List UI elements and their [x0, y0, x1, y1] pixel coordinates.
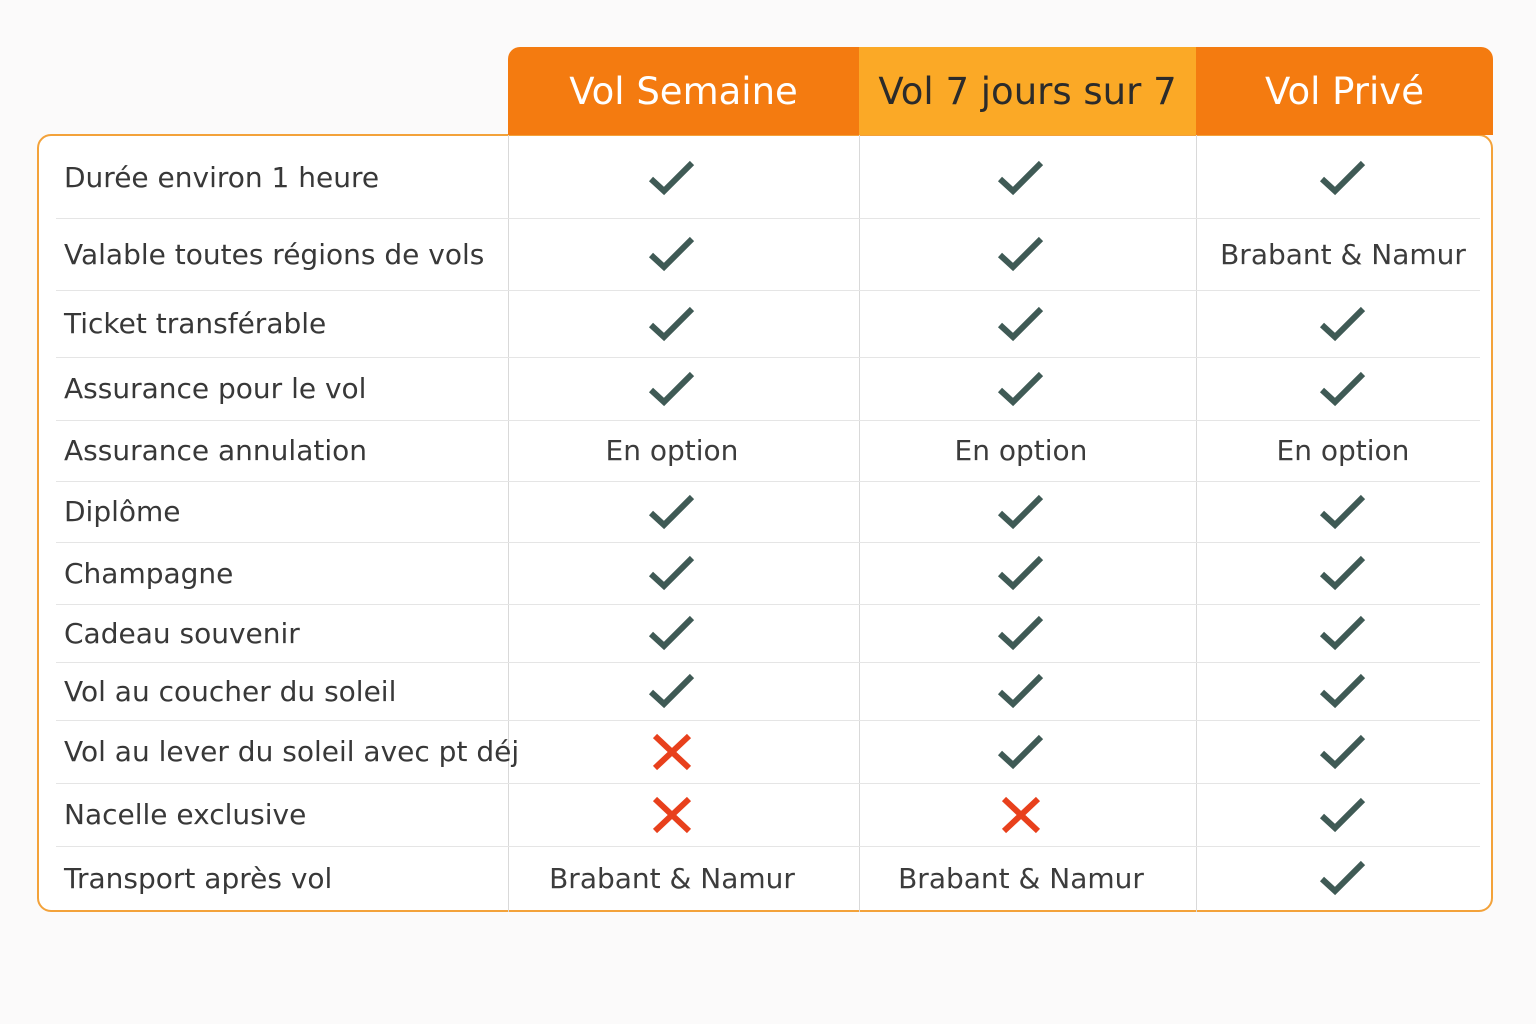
- table-row: [56, 357, 1480, 420]
- check-icon: [1318, 732, 1368, 772]
- plan-cell: [1193, 481, 1493, 542]
- check-icon: [996, 671, 1046, 711]
- check-icon: [996, 553, 1046, 593]
- plan-cell: [1193, 846, 1493, 910]
- plan-cell: [1193, 662, 1493, 720]
- plan-cell: [522, 542, 822, 604]
- plan-name: Vol Privé: [1265, 69, 1424, 113]
- feature-label: Nacelle exclusive: [64, 798, 307, 831]
- check-icon: [996, 732, 1046, 772]
- check-icon: [647, 234, 697, 274]
- plan-cell: [1193, 420, 1493, 481]
- plan-cell: [871, 662, 1171, 720]
- check-icon: [647, 158, 697, 198]
- check-icon: [647, 613, 697, 653]
- feature-label: Diplôme: [64, 495, 181, 528]
- table-row: [56, 481, 1480, 542]
- cell-value: En option: [954, 434, 1088, 467]
- table-row: [56, 662, 1480, 720]
- plan-cell: [871, 218, 1171, 290]
- table-row: [56, 420, 1480, 481]
- feature-label: Vol au lever du soleil avec pt déj: [64, 735, 520, 768]
- plan-cell: [1193, 720, 1493, 783]
- plan-cell: [1193, 357, 1493, 420]
- cell-value: Brabant & Namur: [549, 861, 795, 895]
- plan-cell: [522, 783, 822, 846]
- table-row: [56, 542, 1480, 604]
- cell-value: Brabant & Namur: [898, 861, 1144, 895]
- feature-label: Champagne: [64, 556, 234, 590]
- cross-icon: [647, 732, 697, 772]
- plan-cell: [522, 218, 822, 290]
- plan-cell: [1193, 137, 1493, 218]
- check-icon: [1318, 158, 1368, 198]
- table-row: [56, 218, 1480, 290]
- feature-label: Ticket transférable: [64, 307, 327, 340]
- plan-header-semaine: [508, 47, 859, 135]
- plan-cell: [1193, 218, 1493, 290]
- plan-cell: [871, 137, 1171, 218]
- plan-cell: [522, 846, 822, 910]
- check-icon: [996, 492, 1046, 532]
- cell-value: En option: [605, 434, 739, 467]
- check-icon: [996, 304, 1046, 344]
- check-icon: [996, 234, 1046, 274]
- plan-header-prive: [1196, 47, 1493, 135]
- plan-cell: [871, 720, 1171, 783]
- check-icon: [996, 158, 1046, 198]
- table-row: [56, 290, 1480, 357]
- check-icon: [1318, 553, 1368, 593]
- check-icon: [1318, 304, 1368, 344]
- table-row: [56, 783, 1480, 846]
- table-row: [56, 720, 1480, 783]
- check-icon: [1318, 492, 1368, 532]
- feature-label: Durée environ 1 heure: [64, 161, 380, 194]
- plan-cell: [1193, 783, 1493, 846]
- feature-label: Transport après vol: [64, 861, 333, 895]
- check-icon: [996, 613, 1046, 653]
- plan-cell: [871, 846, 1171, 910]
- plans-header: [508, 47, 1493, 135]
- table-row: [56, 846, 1480, 910]
- plan-cell: [522, 481, 822, 542]
- plan-name: Vol 7 jours sur 7: [878, 69, 1177, 113]
- plan-cell: [522, 604, 822, 662]
- plan-header-7-jours: [859, 47, 1196, 135]
- table-row: [56, 137, 1480, 218]
- check-icon: [647, 369, 697, 409]
- plan-name: Vol Semaine: [569, 69, 798, 113]
- feature-label: Valable toutes régions de vols: [64, 237, 485, 271]
- feature-label: Cadeau souvenir: [64, 616, 300, 650]
- plan-cell: [871, 542, 1171, 604]
- check-icon: [1318, 858, 1368, 898]
- plan-cell: [522, 720, 822, 783]
- table-row: [56, 604, 1480, 662]
- plan-cell: [1193, 604, 1493, 662]
- plan-cell: [522, 662, 822, 720]
- check-icon: [647, 671, 697, 711]
- plan-cell: [871, 420, 1171, 481]
- cell-value: Brabant & Namur: [1220, 237, 1466, 271]
- cross-icon: [996, 795, 1046, 835]
- check-icon: [1318, 795, 1368, 835]
- plan-cell: [522, 137, 822, 218]
- check-icon: [1318, 671, 1368, 711]
- feature-label: Assurance pour le vol: [64, 372, 367, 405]
- plan-cell: [522, 420, 822, 481]
- check-icon: [1318, 369, 1368, 409]
- plan-cell: [871, 783, 1171, 846]
- plan-cell: [871, 290, 1171, 357]
- check-icon: [647, 492, 697, 532]
- plan-cell: [871, 357, 1171, 420]
- check-icon: [647, 553, 697, 593]
- check-icon: [1318, 613, 1368, 653]
- cell-value: En option: [1276, 434, 1410, 467]
- plan-cell: [522, 357, 822, 420]
- plan-cell: [871, 481, 1171, 542]
- check-icon: [647, 304, 697, 344]
- check-icon: [996, 369, 1046, 409]
- plan-cell: [1193, 542, 1493, 604]
- plan-cell: [871, 604, 1171, 662]
- feature-label: Assurance annulation: [64, 434, 367, 467]
- plan-cell: [522, 290, 822, 357]
- plan-cell: [1193, 290, 1493, 357]
- feature-label: Vol au coucher du soleil: [64, 674, 397, 708]
- cross-icon: [647, 795, 697, 835]
